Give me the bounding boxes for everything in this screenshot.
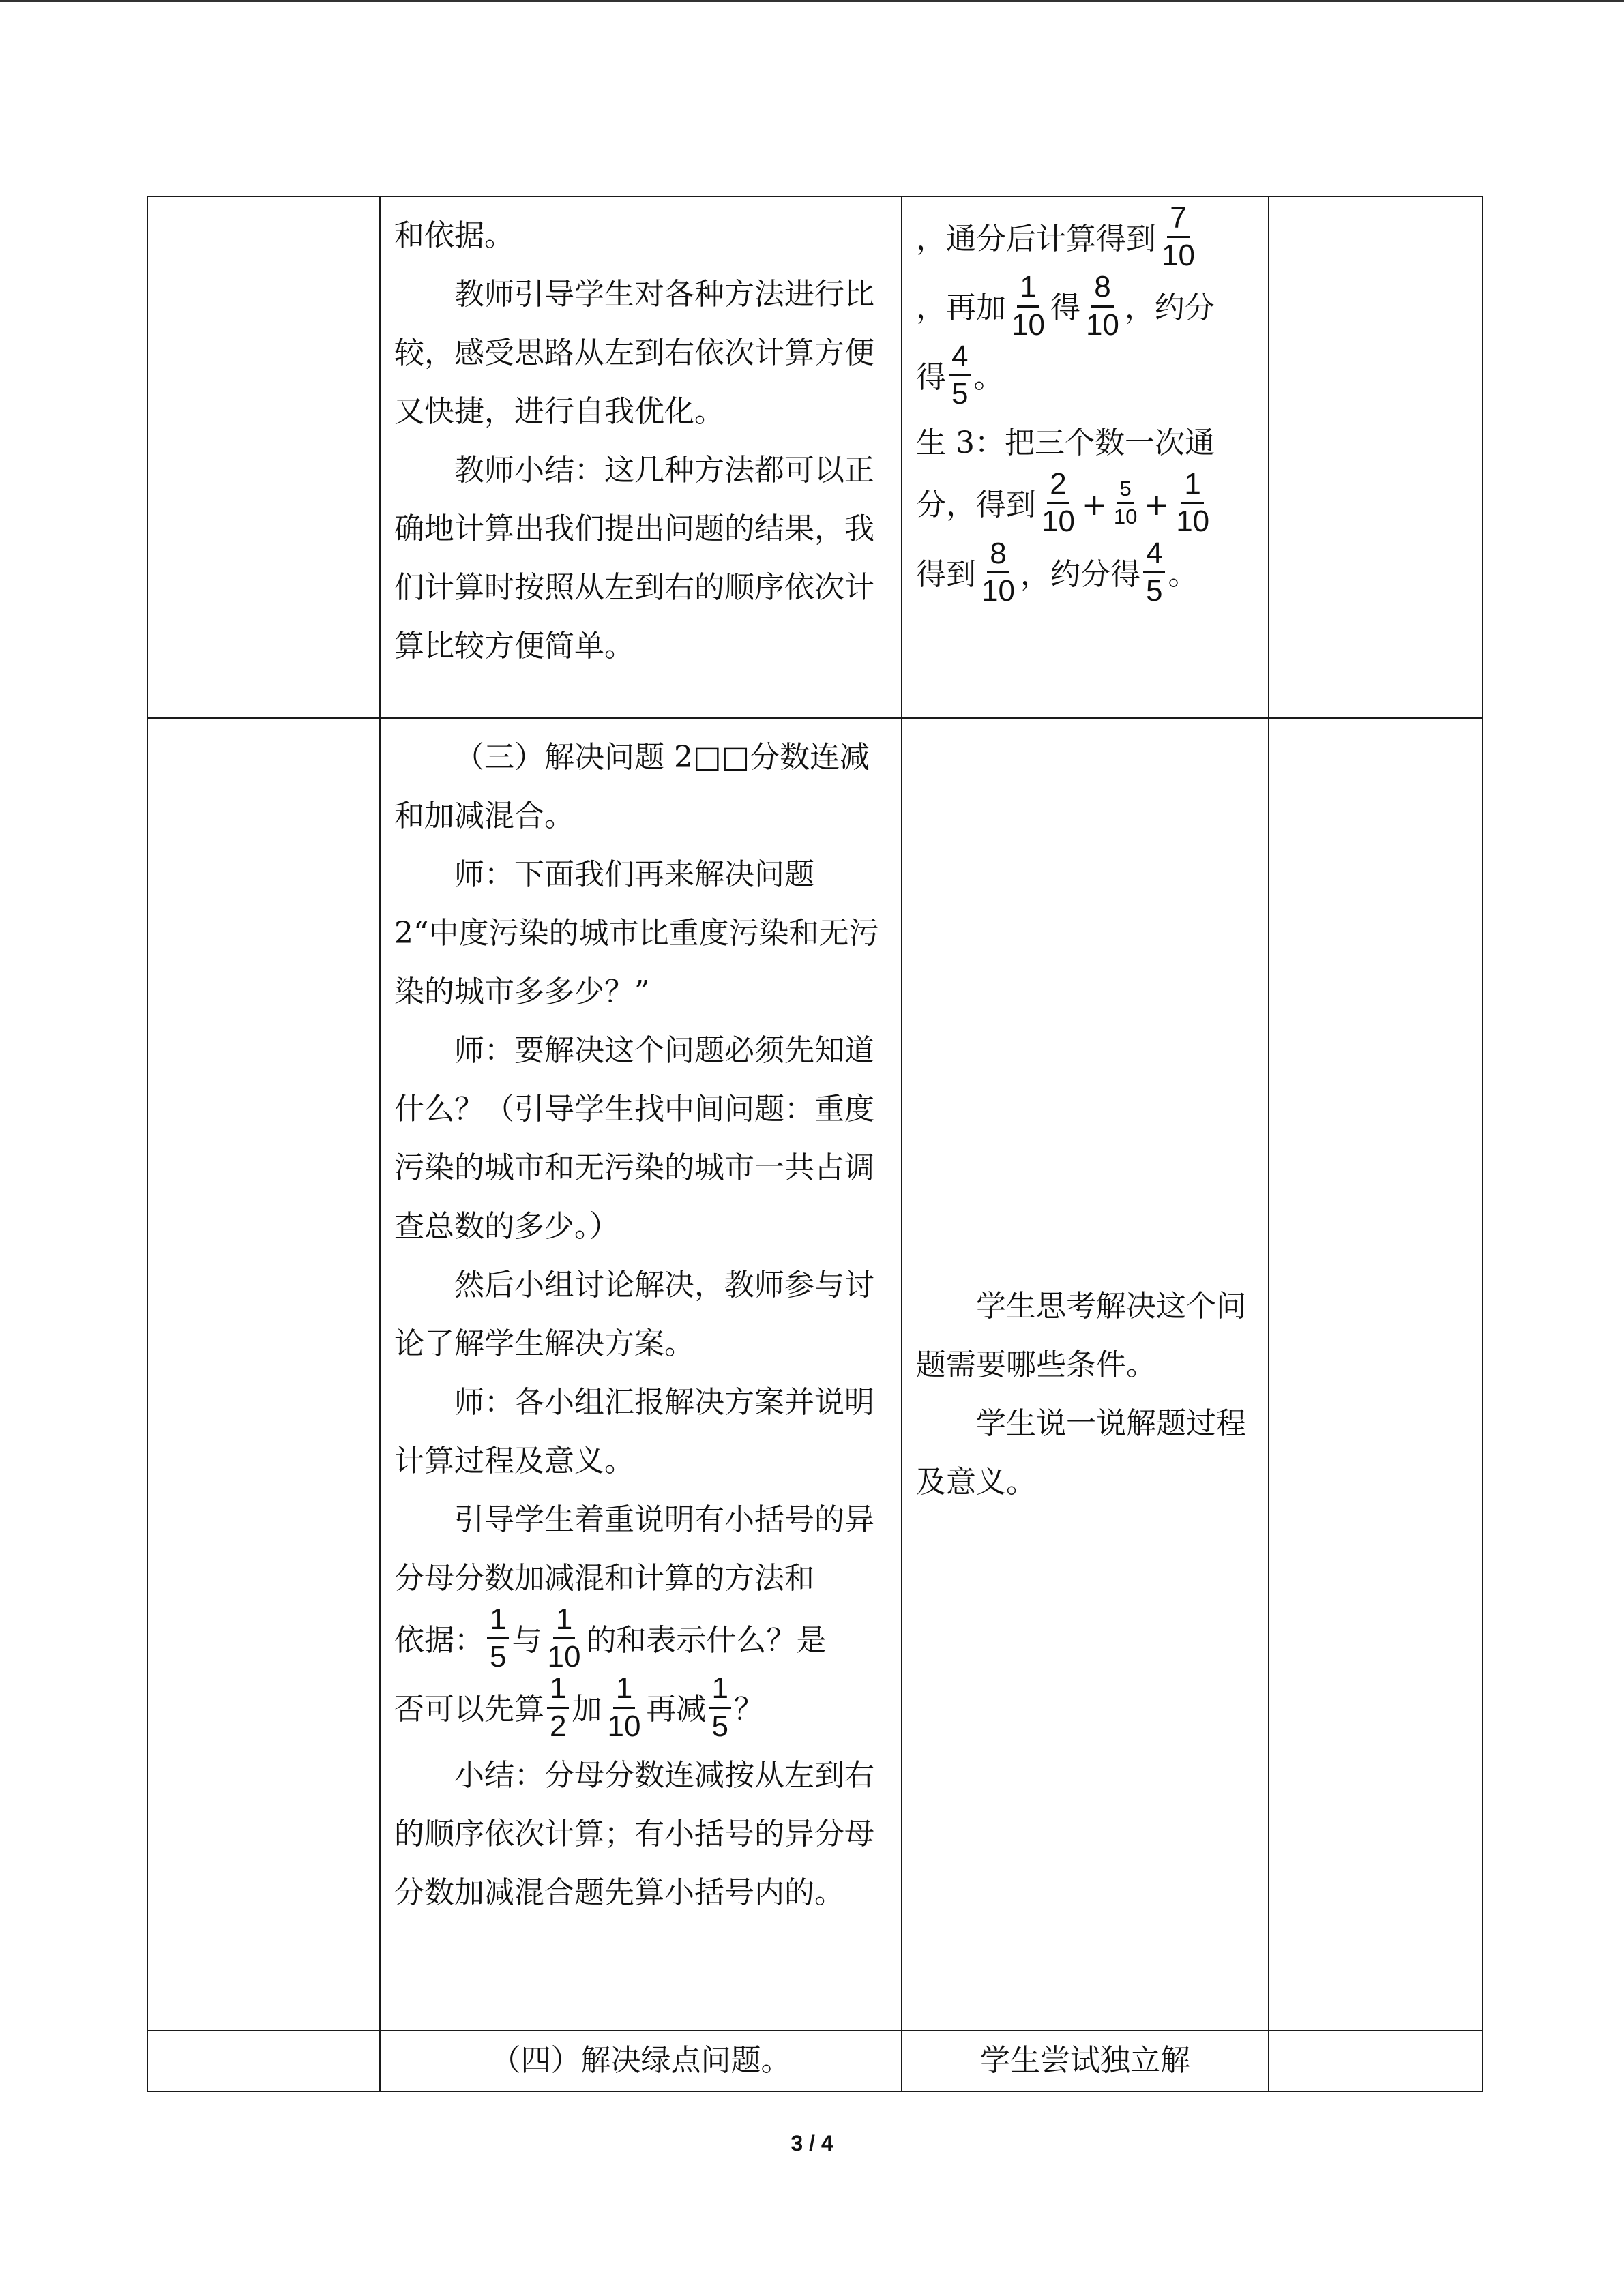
text-run: ，约分得 <box>1020 556 1140 592</box>
paragraph: 教师小结：这几种方法都可以正确地计算出我们提出问题的结果，我们计算时按照从左到右的顺序依次计算比较方便简单。 <box>394 453 874 664</box>
numerator: 7 <box>1167 203 1189 238</box>
text-run: 再减 <box>646 1692 707 1727</box>
text-run: 分，得到 <box>916 488 1036 523</box>
paragraph: 然后小组讨论解决，教师参与讨论了解学生解决方案。 <box>394 1268 874 1361</box>
lesson-plan-table <box>147 196 1483 2092</box>
fraction <box>1083 271 1122 340</box>
text-run: ，再加 <box>916 290 1006 326</box>
text-run: ？ <box>733 1692 764 1727</box>
numerator: 1 <box>547 1673 569 1708</box>
text-run: 得 <box>1050 290 1080 326</box>
student-activity-cell <box>902 196 1269 718</box>
paragraph <box>916 270 1254 344</box>
numerator: 1 <box>1181 468 1203 504</box>
fraction <box>547 1673 569 1742</box>
paragraph <box>394 1602 887 1677</box>
denominator: 10 <box>1085 308 1119 342</box>
denominator: 10 <box>1176 505 1210 539</box>
fraction <box>1159 203 1198 271</box>
fraction <box>979 538 1018 607</box>
table-row <box>147 196 1483 718</box>
denominator: 10 <box>1042 505 1075 539</box>
teacher-activity-cell <box>380 196 902 718</box>
paragraph <box>916 339 1254 414</box>
paragraph: 师：各小组汇报解决方案并说明计算过程及意义。 <box>394 1385 874 1478</box>
numerator: 8 <box>987 538 1009 573</box>
paragraph: 引导学生着重说明有小括号的异分母分数加减混和计算的方法和 <box>394 1502 874 1596</box>
notes-cell <box>1269 718 1483 2031</box>
stage-cell <box>147 196 380 718</box>
paragraph: 教师引导学生对各种方法进行比较，感受思路从左到右依次计算方便又快捷，进行自我优化。 <box>394 277 874 429</box>
spacer <box>916 719 1254 1277</box>
paragraph: 学生思考解决这个问题需要哪些条件。 <box>916 1289 1246 1382</box>
paragraph <box>916 201 1254 275</box>
denominator: 10 <box>981 573 1015 608</box>
text-run: 。 <box>973 359 1004 395</box>
denominator: 10 <box>607 1709 641 1743</box>
numerator: 1 <box>487 1604 509 1639</box>
paragraph: 师：下面我们再来解决问题 2“中度污染的城市比重度污染和无污染的城市多多少？” <box>394 857 879 1009</box>
teacher-activity-cell <box>380 2031 902 2091</box>
stage-cell <box>147 718 380 2031</box>
denominator: 10 <box>1162 239 1195 273</box>
numerator: 4 <box>1143 538 1165 573</box>
fraction <box>949 341 971 410</box>
text-run: ，约分 <box>1124 290 1215 326</box>
paragraph: 生 3：把三个数一次通 <box>916 426 1215 461</box>
text-run: ，通分后计算得到 <box>916 222 1156 257</box>
stage-cell <box>147 2031 380 2091</box>
denominator: 5 <box>951 376 969 411</box>
text-run: 否可以先算 <box>394 1692 544 1727</box>
student-activity-cell <box>902 2031 1269 2091</box>
denominator: 5 <box>490 1640 507 1674</box>
numerator: 1 <box>613 1673 635 1708</box>
top-border-line <box>0 0 1624 2</box>
paragraph: 学生尝试独立解 <box>980 2043 1190 2078</box>
paragraph: （三）解决问题 2□□分数连减和加减混合。 <box>394 740 870 833</box>
text-run: 加 <box>572 1692 602 1727</box>
fraction <box>1173 468 1212 537</box>
denominator: 2 <box>550 1709 567 1743</box>
paragraph: 学生说一说解题过程及意义。 <box>916 1406 1246 1500</box>
denominator: 10 <box>1012 308 1045 342</box>
paragraph <box>916 536 1254 611</box>
page-number: 3 / 4 <box>791 2131 833 2156</box>
fraction <box>487 1604 509 1673</box>
teacher-activity-cell <box>380 718 902 2031</box>
fraction <box>1009 271 1048 340</box>
denominator: 5 <box>1145 573 1163 608</box>
notes-cell <box>1269 196 1483 718</box>
table-row <box>147 718 1483 2031</box>
numerator: 4 <box>949 341 971 376</box>
fraction <box>544 1604 583 1673</box>
text-run: 依据： <box>394 1623 484 1658</box>
numerator: 1 <box>709 1673 730 1708</box>
denominator: 10 <box>1113 505 1138 529</box>
fraction <box>604 1673 643 1742</box>
notes-cell <box>1269 2031 1483 2091</box>
paragraph <box>916 467 1254 541</box>
numerator: 8 <box>1091 271 1113 307</box>
paragraph: 和依据。 <box>394 218 514 253</box>
paragraph <box>394 1671 887 1746</box>
numerator: 5 <box>1117 478 1134 505</box>
fraction <box>1143 538 1165 607</box>
numerator: 1 <box>553 1604 575 1639</box>
fraction <box>709 1673 730 1742</box>
numerator: 2 <box>1047 468 1069 504</box>
fraction <box>1111 478 1140 528</box>
text-run: 得到 <box>916 556 976 592</box>
table-row <box>147 2031 1483 2091</box>
plus-sign: + <box>1144 488 1170 523</box>
plus-sign: + <box>1081 488 1107 523</box>
text-run: 得 <box>916 359 946 395</box>
text-run: 。 <box>1168 556 1198 592</box>
numerator: 1 <box>1017 271 1039 307</box>
student-activity-cell <box>902 718 1269 2031</box>
fraction <box>1039 468 1078 537</box>
paragraph: （四）解决绿点问题。 <box>490 2043 791 2078</box>
paragraph: 小结：分母分数连减按从左到右的顺序依次计算；有小括号的异分母分数加减混合题先算小括号内的。 <box>394 1757 874 1910</box>
denominator: 5 <box>711 1709 728 1743</box>
paragraph: 师：要解决这个问题必须先知道什么？（引导学生找中间问题：重度污染的城市和无污染的城市一共占调查总数的多少。） <box>394 1033 874 1244</box>
text-run: 与 <box>512 1623 542 1658</box>
text-run: 的和表示什么？是 <box>586 1623 827 1658</box>
denominator: 10 <box>547 1640 581 1674</box>
